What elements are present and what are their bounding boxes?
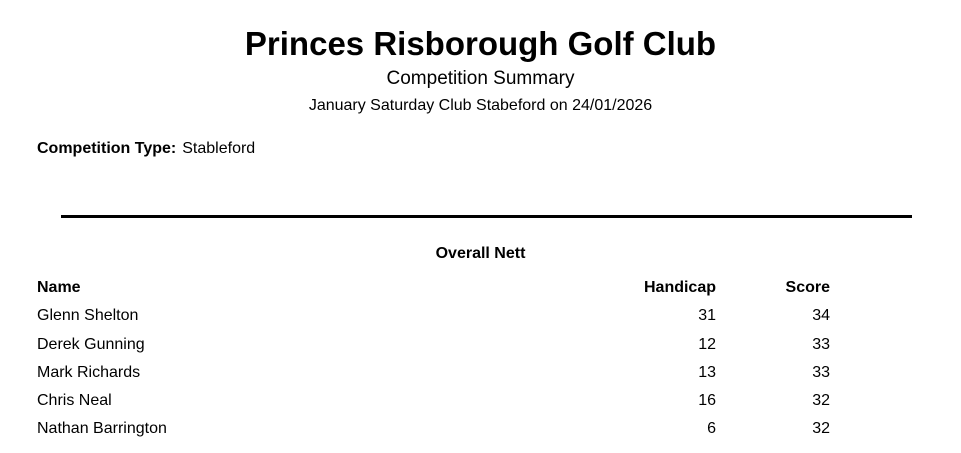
player-score: 33	[812, 363, 830, 381]
results-header-row	[0, 278, 961, 306]
player-handicap: 12	[698, 335, 716, 353]
section-divider	[61, 215, 912, 218]
report-subtitle: Competition Summary	[386, 68, 575, 89]
player-handicap: 13	[698, 363, 716, 381]
player-name: Mark Richards	[37, 363, 141, 381]
competition-type	[37, 139, 255, 158]
table-row	[0, 391, 961, 419]
column-header-handicap: Handicap	[643, 279, 716, 296]
player-score: 32	[812, 392, 830, 410]
competition-type-label: Competition Type:	[37, 140, 177, 157]
player-name: Glenn Shelton	[37, 307, 139, 325]
player-handicap: 16	[698, 392, 716, 410]
player-score: 32	[812, 420, 830, 438]
column-header-name: Name	[37, 279, 81, 296]
table-row	[0, 363, 961, 391]
competition-name: January Saturday Club Stabeford on 24/01/2026	[308, 97, 653, 114]
table-row	[0, 419, 961, 447]
player-score: 33	[812, 335, 830, 353]
player-name: Derek Gunning	[37, 335, 145, 353]
player-name: Chris Neal	[37, 392, 112, 410]
player-score: 34	[812, 307, 830, 325]
player-handicap: 6	[707, 420, 716, 438]
player-handicap: 31	[698, 307, 716, 325]
table-row	[0, 306, 961, 334]
table-row	[0, 335, 961, 363]
club-name-title: Princes Risborough Golf Club	[244, 25, 717, 62]
player-name: Nathan Barrington	[37, 420, 167, 438]
competition-type-value: Stableford	[182, 140, 256, 157]
section-title-overall-nett: Overall Nett	[435, 245, 526, 262]
results-table	[0, 278, 961, 448]
column-header-score: Score	[785, 279, 830, 296]
